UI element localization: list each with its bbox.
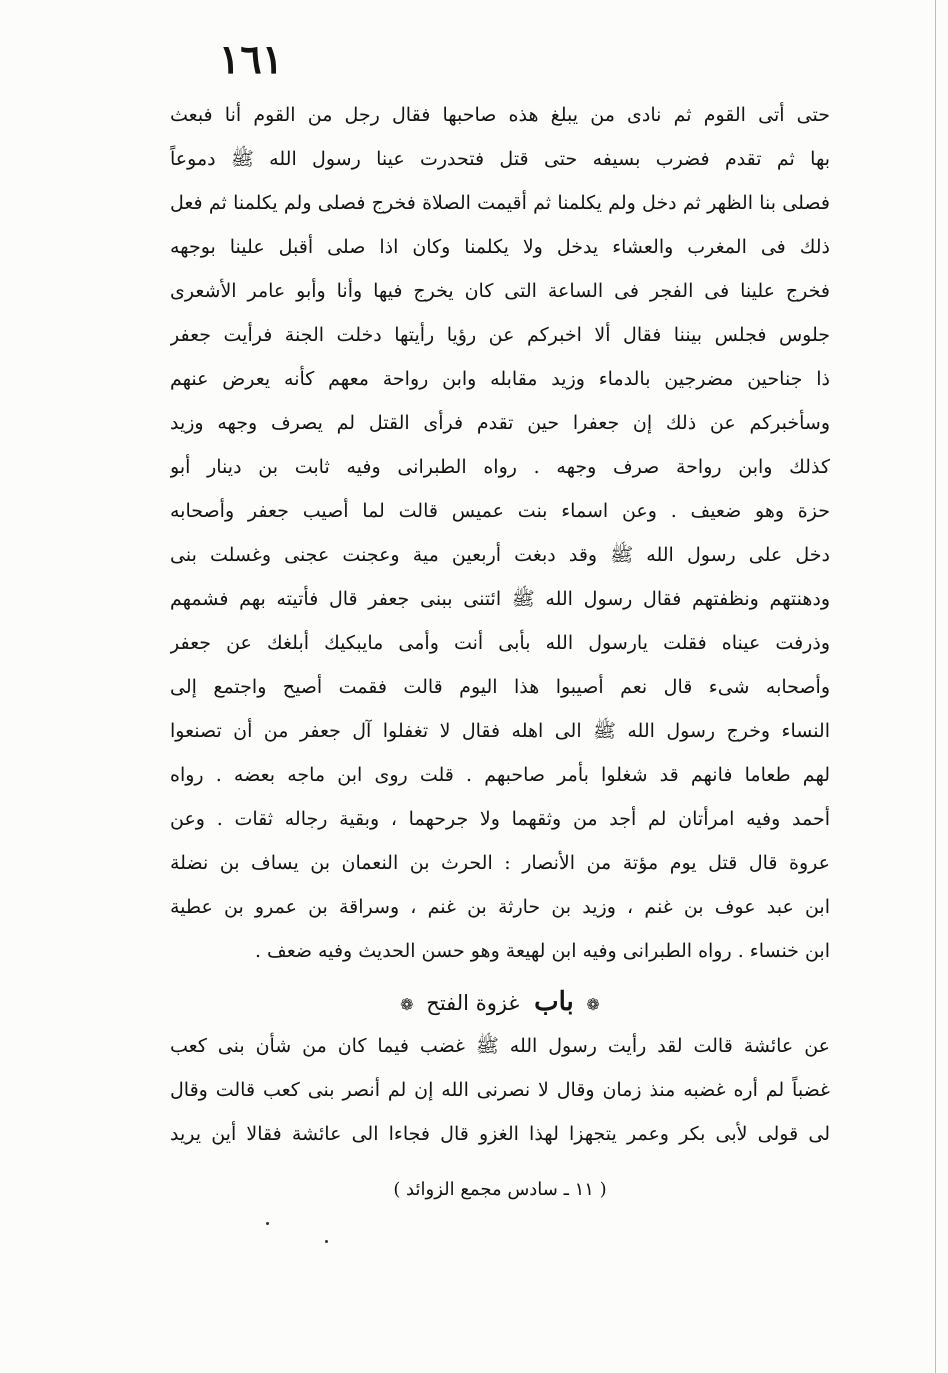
ornament-icon: ❁ bbox=[400, 995, 414, 1014]
text-line: حتى أتى القوم ثم نادى من يبلغ هذه صاحبها فقال رجل من القوم أنا فبعث bbox=[170, 104, 830, 126]
text-line: بها ثم تقدم فضرب بسيفه حتى قتل فتحدرت عينا رسول الله ﷺ دموعاً bbox=[170, 148, 830, 170]
text-line: حزة وهو ضعيف . وعن اسماء بنت عميس قالت لما أصيب جعفر وأصحابه bbox=[170, 500, 830, 522]
chapter-label: باب bbox=[534, 987, 574, 1017]
text-line: ذلك فى المغرب والعشاء يدخل ولا يكلمنا وكان اذا صلى أقبل علينا بوجهه bbox=[170, 236, 830, 258]
text-line: وذرفت عيناه فقلت يارسول الله بأبى أنت وأمى مايبكيك أبلغك عن جعفر bbox=[170, 632, 830, 654]
text-line: فصلى بنا الظهر ثم دخل ولم يكلمنا ثم أقيمت الصلاة فخرج فصلى ولم يكلمنا ثم فعل bbox=[170, 192, 830, 214]
text-line: فخرج علينا فى الفجر فى الساعة التى كان يخرج فيها وأنا وأبو عامر الأشعرى bbox=[170, 280, 830, 302]
chapter-heading bbox=[170, 980, 830, 1024]
text-line: كذلك وابن رواحة صرف وجهه . رواه الطبرانى وفيه ثابت بن دينار أبو bbox=[170, 456, 830, 478]
print-speck bbox=[266, 1222, 269, 1225]
print-speck bbox=[325, 1240, 328, 1243]
text-line: ابن عبد عوف بن غنم ، وزيد بن حارثة بن غنم ، وسراقة بن عمرو بن عطية bbox=[170, 896, 830, 918]
text-line: ودهنتهم ونظفتهم فقال رسول الله ﷺ ائتنى ببنى جعفر قال فأتيته بهم فشمهم bbox=[170, 588, 830, 610]
text-line: جلوس فجلس بيننا فقال ألا اخبركم عن رؤيا رأيتها دخلت الجنة فرأيت جعفر bbox=[170, 324, 830, 346]
chapter-text bbox=[170, 1024, 830, 1156]
page-number: ١٦١ bbox=[218, 36, 284, 83]
text-line: وسأخبركم عن ذلك إن جعفرا حين تقدم فرأى القتل لم يصرف وجهه وزيد bbox=[170, 412, 830, 434]
chapter-title: غزوة الفتح bbox=[426, 991, 520, 1015]
printer-signature: ( ١١ ـ سادس مجمع الزوائد ) bbox=[393, 1179, 607, 1200]
text-line: عروة قال قتل يوم مؤتة من الأنصار : الحرث بن النعمان بن يساف بن نضلة bbox=[170, 852, 830, 874]
text-line: غضباً لم أره غضبه منذ زمان وقال لا نصرنى الله إن لم أنصر بنى كعب قالت وقال bbox=[170, 1079, 830, 1101]
page-edge-rule bbox=[935, 0, 936, 1373]
text-line: لهم طعاما فانهم قد شغلوا بأمر صاحبهم . قلت روى ابن ماجه بعضه . رواه bbox=[170, 764, 830, 786]
text-line: وأصحابه شىء قال نعم أصيبوا هذا اليوم قالت فقمت أصيح واجتمع إلى bbox=[170, 676, 830, 698]
text-line: عن عائشة قالت لقد رأيت رسول الله ﷺ غضب فيما كان من شأن بنى كعب bbox=[170, 1035, 830, 1057]
body-text bbox=[170, 93, 830, 973]
text-line: ابن خنساء . رواه الطبرانى وفيه ابن لهيعة وهو حسن الحديث وفيه ضعف . bbox=[254, 940, 830, 962]
text-line: ذا جناحين مضرجين بالدماء وزيد مقابله وابن رواحة معهم كأنه يعرض عنهم bbox=[170, 368, 830, 390]
text-line: أحمد وفيه امرأتان لم أجد من وثقهما ولا جرحهما ، وبقية رجاله ثقات . وعن bbox=[170, 808, 830, 830]
text-line: النساء وخرج رسول الله ﷺ الى اهله فقال لا تغفلوا آل جعفر من أن تصنعوا bbox=[170, 720, 830, 742]
text-line: لى قولى لأبى بكر وعمر يتجهزا لهذا الغزو قال فجاءا الى عائشة فقالا أين يريد bbox=[170, 1123, 830, 1145]
ornament-icon: ❁ bbox=[586, 995, 600, 1014]
text-line: دخل على رسول الله ﷺ وقد دبغت أربعين مية وعجنت عجنى وغسلت بنى bbox=[170, 544, 830, 566]
